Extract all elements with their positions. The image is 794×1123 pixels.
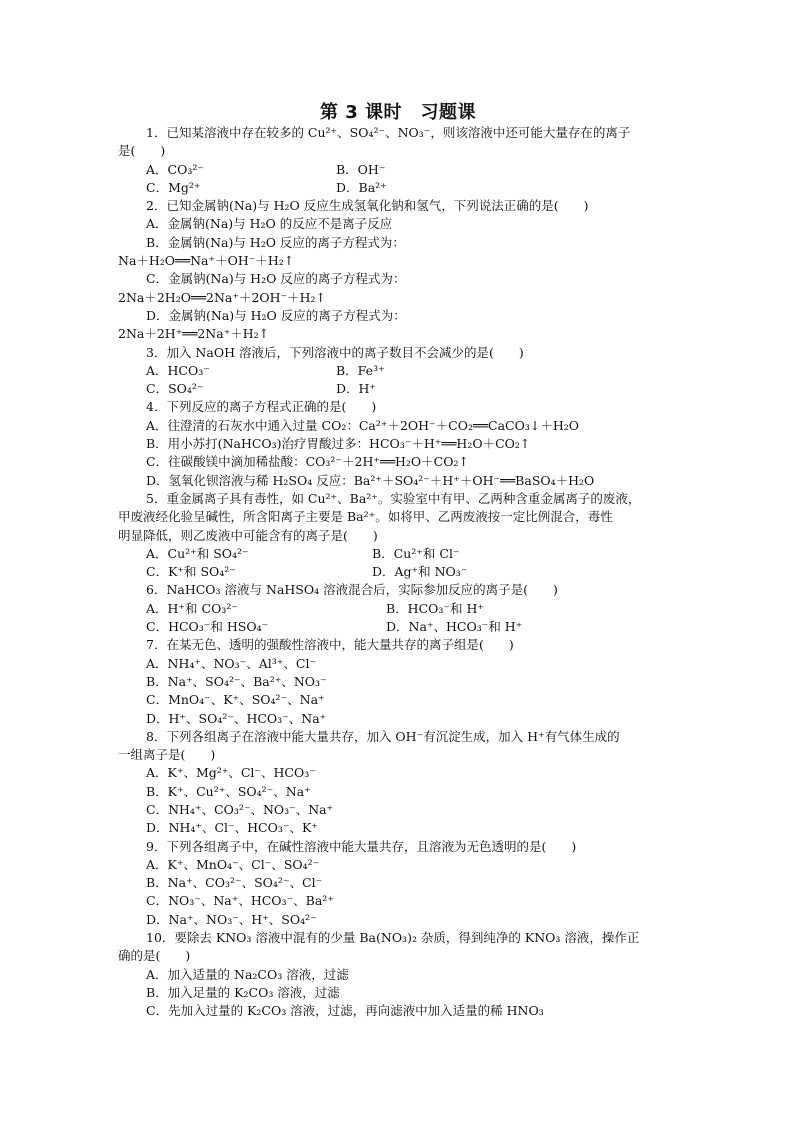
question-8-option-d: D．NH₄⁺、Cl⁻、HCO₃⁻、K⁺	[146, 820, 318, 836]
question-5-stem: 5．重金属离子具有毒性，如 Cu²⁺、Ba²⁺。实验室中有甲、乙两种含重金属离子的废液，	[146, 490, 641, 506]
question-8-stem: 8．下列各组离子在溶液中能大量共存，加入 OH⁻有沉淀生成，加入 H⁺有气体生成的	[146, 728, 620, 744]
option-d: D．H⁺	[336, 381, 377, 397]
question-2-option-c-equation: 2Na＋2H₂O══2Na⁺＋2OH⁻＋H₂↑	[118, 289, 327, 305]
question-7-option-c: C．MnO₄⁻、K⁺、SO₄²⁻、Na⁺	[146, 692, 325, 708]
question-7-option-d: D．H⁺、SO₄²⁻、HCO₃⁻、Na⁺	[146, 710, 327, 726]
question-6-options-ab	[118, 600, 678, 618]
question-4-option-d: D．氢氧化钡溶液与稀 H₂SO₄ 反应：Ba²⁺＋SO₄²⁻＋H⁺＋OH⁻══BaSO₄＋H₂O	[146, 472, 595, 488]
question-2-option-b-equation: Na＋H₂O══Na⁺＋OH⁻＋H₂↑	[118, 253, 295, 269]
question-7-option-b: B．Na⁺、SO₄²⁻、Ba²⁺、NO₃⁻	[146, 673, 327, 689]
option-b: B．Fe³⁺	[336, 362, 385, 378]
question-2-stem: 2．已知金属钠(Na)与 H₂O 反应生成氢氧化钠和氢气，下列说法正确的是( )	[146, 198, 589, 214]
option-c: C．HCO₃⁻和 HSO₄⁻	[146, 619, 269, 635]
question-8-option-b: B．K⁺、Cu²⁺、SO₄²⁻、Na⁺	[146, 783, 311, 799]
question-1-options-ab	[118, 161, 678, 179]
question-9-option-a: A．K⁺、MnO₄⁻、Cl⁻、SO₄²⁻	[146, 856, 320, 872]
question-9-option-c: C．NO₃⁻、Na⁺、HCO₃⁻、Ba²⁺	[146, 893, 334, 909]
question-1-options-cd	[118, 179, 678, 197]
question-9-option-b: B．Na⁺、CO₃²⁻、SO₄²⁻、Cl⁻	[146, 875, 323, 891]
option-b: B．HCO₃⁻和 H⁺	[386, 600, 484, 616]
question-5-stem-cont-1: 甲废液经化验呈碱性，所含阳离子主要是 Ba²⁺。如将甲、乙两废液按一定比例混合，毒性	[118, 509, 613, 525]
question-5-options-cd	[118, 563, 678, 581]
option-c: C．SO₄²⁻	[146, 381, 204, 397]
option-d: D．Na⁺、HCO₃⁻和 H⁺	[386, 619, 523, 635]
question-2-option-c: C．金属钠(Na)与 H₂O 反应的离子方程式为：	[146, 271, 406, 287]
question-1-stem: 1．已知某溶液中存在较多的 Cu²⁺、SO₄²⁻、NO₃⁻，则该溶液中还可能大量存在的离子	[146, 125, 631, 140]
option-a: A．CO₃²⁻	[146, 161, 204, 177]
question-8-option-a: A．K⁺、Mg²⁺、Cl⁻、HCO₃⁻	[146, 765, 316, 781]
option-b: B．Cu²⁺和 Cl⁻	[372, 545, 460, 561]
question-8-stem-cont: 一组离子是( )	[118, 747, 216, 763]
question-10-option-c: C．先加入过量的 K₂CO₃ 溶液，过滤，再向滤液中加入适量的稀 HNO₃	[146, 1003, 544, 1019]
question-10-option-b: B．加入足量的 K₂CO₃ 溶液，过滤	[146, 984, 340, 1000]
option-a: A．H⁺和 CO₃²⁻	[146, 600, 238, 616]
question-2-option-d-equation: 2Na＋2H⁺══2Na⁺＋H₂↑	[118, 326, 270, 342]
question-4-option-a: A．往澄清的石灰水中通入过量 CO₂：Ca²⁺＋2OH⁻＋CO₂══CaCO₃↓＋H₂O	[146, 417, 579, 433]
question-3-options-cd	[118, 380, 678, 398]
option-c: C．Mg²⁺	[146, 179, 201, 195]
question-6-options-cd	[118, 618, 678, 636]
option-d: D．Ag⁺和 NO₃⁻	[372, 564, 468, 580]
option-c: C．K⁺和 SO₄²⁻	[146, 564, 236, 580]
question-5-stem-cont-2: 明显降低，则乙废液中可能含有的离子是( )	[118, 527, 378, 543]
question-7-option-a: A．NH₄⁺、NO₃⁻、Al³⁺、Cl⁻	[146, 655, 317, 671]
question-7-stem: 7．在某无色、透明的强酸性溶液中，能大量共存的离子组是( )	[146, 637, 514, 653]
question-3-options-ab	[118, 362, 678, 380]
question-2-option-a: A．金属钠(Na)与 H₂O 的反应不是离子反应	[146, 216, 393, 232]
option-a: A．HCO₃⁻	[146, 362, 210, 378]
option-d: D．Ba²⁺	[336, 179, 387, 195]
question-2-option-b: B．金属钠(Na)与 H₂O 反应的离子方程式为：	[146, 234, 405, 250]
question-4-option-b: B．用小苏打(NaHCO₃)治疗胃酸过多：HCO₃⁻＋H⁺══H₂O＋CO₂↑	[146, 436, 531, 452]
question-4-option-c: C．往碳酸镁中滴加稀盐酸：CO₃²⁻＋2H⁺══H₂O＋CO₂↑	[146, 454, 469, 470]
question-10-stem: 10．要除去 KNO₃ 溶液中混有的少量 Ba(NO₃)₂ 杂质，得到纯净的 KNO₃ 溶液，操作正	[146, 930, 640, 946]
option-b: B．OH⁻	[336, 161, 386, 177]
question-9-stem: 9．下列各组离子中，在碱性溶液中能大量共存，且溶液为无色透明的是( )	[146, 838, 577, 854]
question-9-option-d: D．Na⁺、NO₃⁻、H⁺、SO₄²⁻	[146, 911, 317, 927]
question-5-options-ab	[118, 545, 678, 563]
question-2-option-d: D．金属钠(Na)与 H₂O 反应的离子方程式为：	[146, 307, 406, 323]
question-3-stem: 3．加入 NaOH 溶液后，下列溶液中的离子数目不会减少的是( )	[146, 344, 524, 360]
question-8-option-c: C．NH₄⁺、CO₃²⁻、NO₃⁻、Na⁺	[146, 801, 334, 817]
option-a: A．Cu²⁺和 SO₄²⁻	[146, 545, 249, 561]
worksheet-page	[118, 98, 678, 1021]
question-1-stem-cont: 是( )	[118, 143, 166, 159]
question-6-stem: 6．NaHCO₃ 溶液与 NaHSO₄ 溶液混合后，实际参加反应的离子是( )	[146, 582, 558, 598]
page-title: 第 3 课时 习题课	[319, 102, 477, 123]
question-4-stem: 4．下列反应的离子方程式正确的是( )	[146, 399, 377, 415]
question-10-stem-cont: 确的是( )	[118, 948, 191, 964]
question-10-option-a: A．加入适量的 Na₂CO₃ 溶液，过滤	[146, 966, 349, 982]
